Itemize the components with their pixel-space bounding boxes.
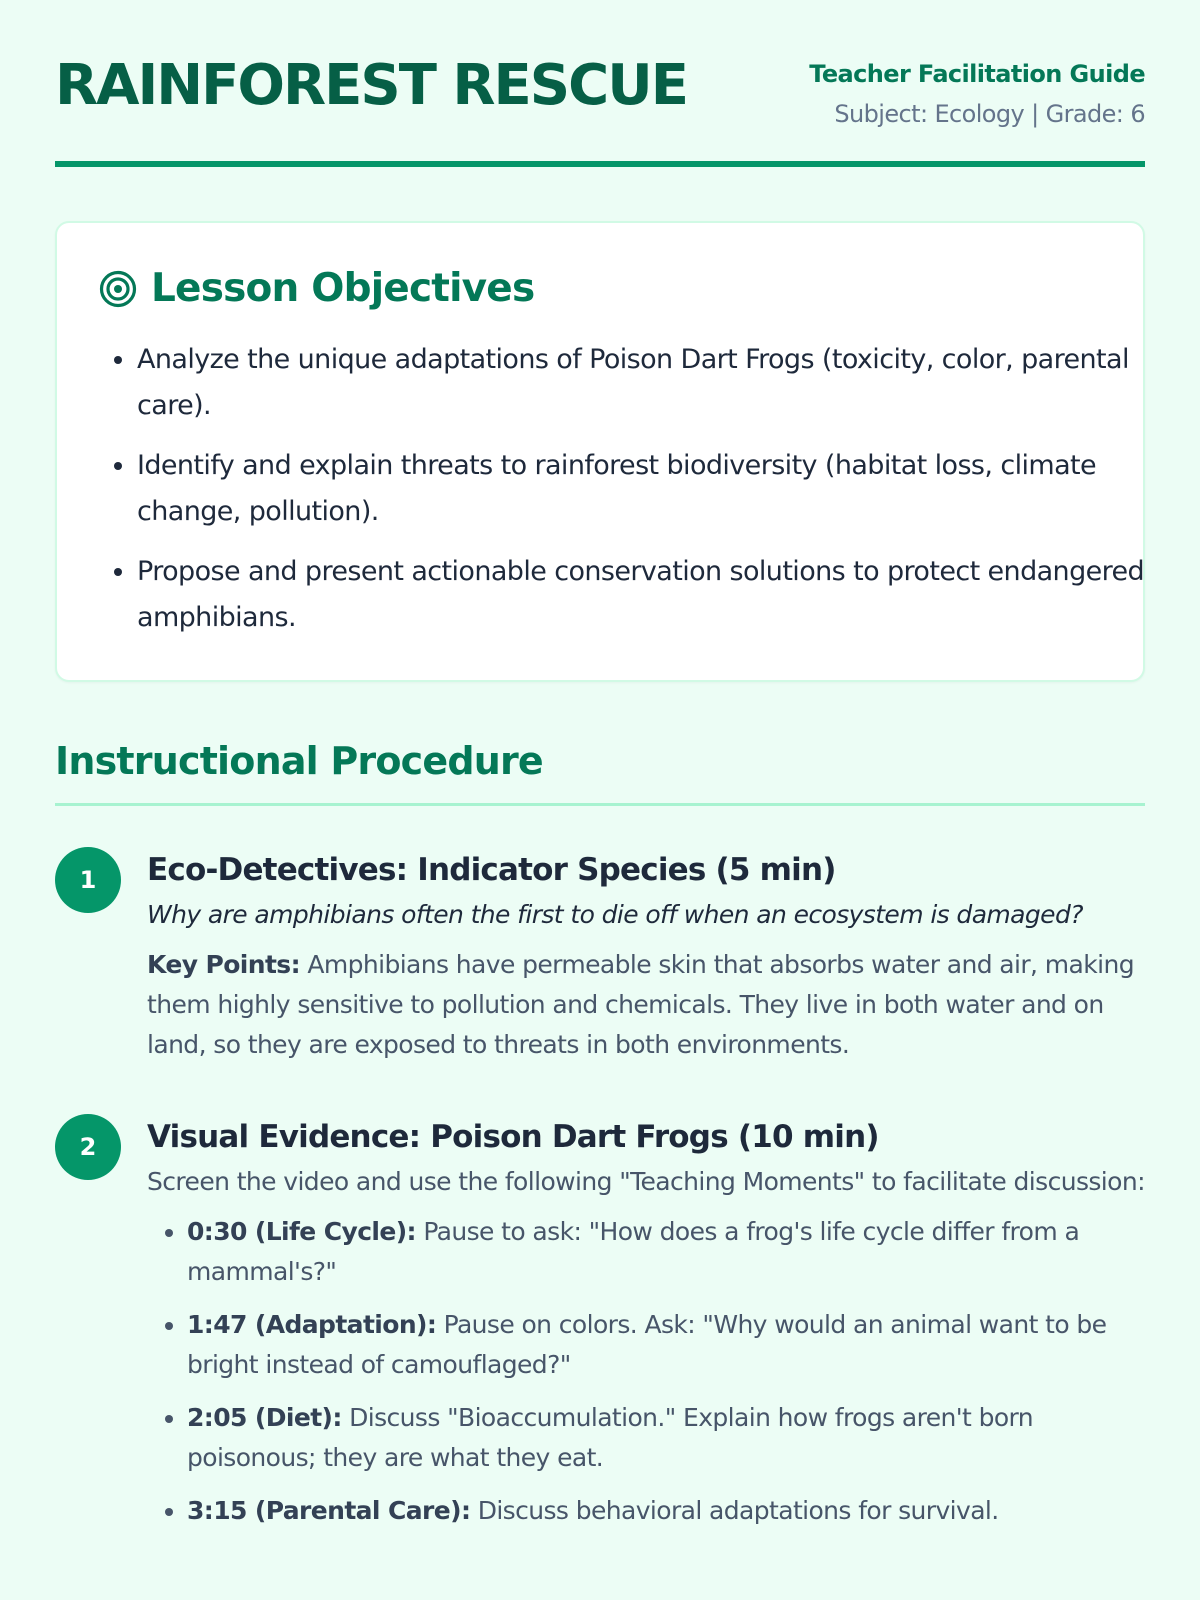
step-question: Why are amphibians often the first to die off when an ecosystem is damaged?: [147, 900, 1083, 929]
objective-item: • Analyze the unique adaptations of Poison Dart Frogs (toxicity, color, parental care).: [137, 337, 1147, 429]
step-intro: Screen the video and use the following "Teaching Moments" to facilitate discussion:: [147, 1167, 1145, 1196]
moment-timestamp-label: 0:30 (Life Cycle):: [187, 1217, 416, 1246]
page-header: [55, 0, 1145, 167]
step-key-points: [147, 945, 1147, 1065]
step-title: Eco-Detectives: Indicator Species (5 min): [147, 852, 836, 888]
lesson-objectives-heading: [99, 266, 535, 311]
step-number-badge: 1: [55, 847, 121, 913]
objectives-list: [107, 337, 1147, 655]
teaching-moments-list: [147, 1212, 1147, 1531]
objective-item: • Identify and explain threats to rainforest biodiversity (habitat loss, climate change, pollution).: [137, 443, 1147, 535]
target-icon: [99, 270, 137, 308]
lesson-objectives-title: Lesson Objectives: [151, 266, 535, 311]
teaching-moment-item: [187, 1398, 1147, 1478]
subject-grade-meta: Subject: Ecology | Grade: 6: [834, 100, 1145, 128]
procedure-title: Instructional Procedure: [55, 739, 543, 783]
objective-item: • Propose and present actionable conservation solutions to protect endangered amphibians.: [137, 549, 1147, 641]
moment-text: Pause to ask: "How does a frog's life cycle differ from a mammal's?": [187, 1217, 1080, 1286]
moment-text: Discuss behavioral adaptations for survival.: [470, 1496, 999, 1525]
moment-text: Discuss "Bioaccumulation." Explain how frogs aren't born poisonous; they are what they eat.: [187, 1403, 1034, 1472]
teaching-moment-item: [187, 1212, 1147, 1292]
key-points-text: Amphibians have permeable skin that absorbs water and air, making them highly sensitive to pollution and chemicals. They live in both water and on land, so they are exposed to threats in both environments.: [147, 950, 1134, 1059]
moment-timestamp-label: 2:05 (Diet):: [187, 1403, 342, 1432]
moment-timestamp-label: 3:15 (Parental Care):: [187, 1496, 471, 1525]
teaching-moment-item: [187, 1491, 1147, 1531]
guide-label: Teacher Facilitation Guide: [809, 60, 1145, 88]
header-meta-block: [809, 59, 1145, 129]
step-number-badge: 2: [55, 1114, 121, 1180]
page-title: RAINFOREST RESCUE: [55, 53, 687, 118]
teaching-moment-item: [187, 1305, 1147, 1385]
key-points-label: Key Points:: [147, 950, 300, 979]
step-body: [147, 847, 1147, 1065]
step-title: Visual Evidence: Poison Dart Frogs (10 min): [147, 1119, 879, 1155]
section-divider: [55, 803, 1145, 806]
moment-timestamp-label: 1:47 (Adaptation):: [187, 1310, 437, 1339]
lesson-objectives-card: [55, 221, 1145, 682]
step-body: [147, 1114, 1147, 1544]
moment-text: Pause on colors. Ask: "Why would an animal want to be bright instead of camouflaged?": [187, 1310, 1107, 1379]
